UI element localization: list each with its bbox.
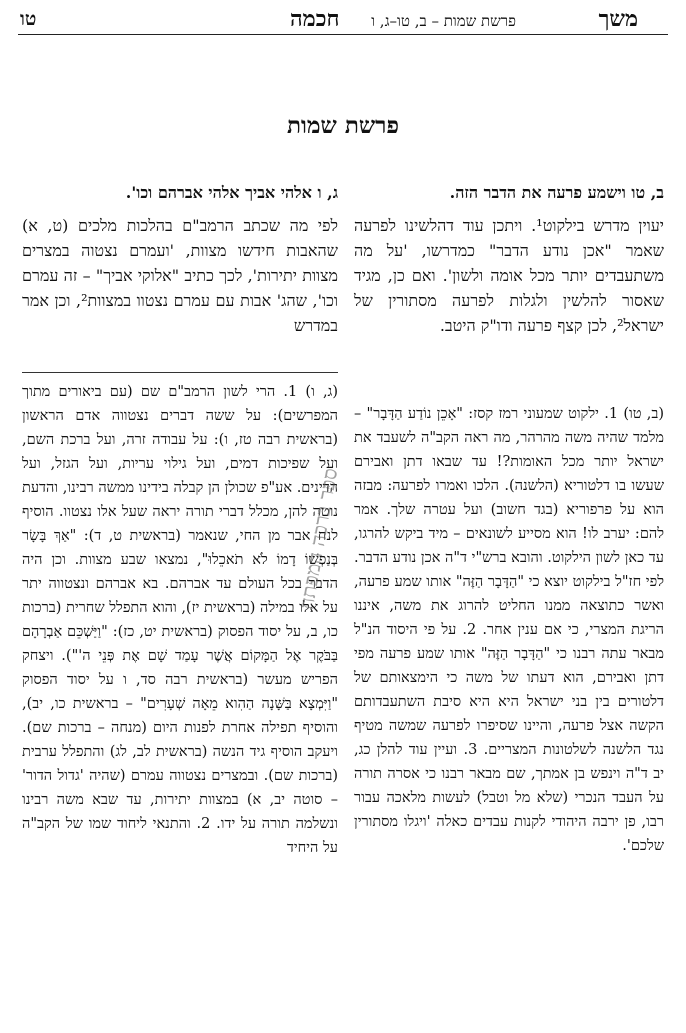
header-book-title-center: חכמה	[290, 6, 340, 32]
right-column-heading: ב, טו וישמע פרעה את הדבר הזה.	[449, 183, 664, 202]
right-column-footnotes: (ב, טו) 1. ילקוט שמעוני רמז קסז: "אָכֵן נוֹדַע הַדָּבָר" – מלמד שהיה משה מהרהר, מה ראה הקב"ה לשעבד את ישראל יותר מכל האומות?! עד שבאו דתן ואבירם שעשו בו דלטוריא (הלשנה). הלכו ואמרו לפרעה: מבזה הוא על פרפוריא (בגד חשוב) ועל עטרה שלך. אמר להם: יערב לו! הוא מסייע לשונאים – מיד ביקש להרגו, עד כאן לשון הילקוט. והובא ברש"י ד"ה אכן נודע הדבר. לפי חז"ל בילקוט יוצא כי "הַדָּבָר הַזֶּה" אותו שמע פרעה, ואשר כתוצאה ממנו החליט להרוג את משה, איננו הריגת המצרי, כי אם ענין אחר. 2. על פי היסוד הנ"ל מבאר עתה רבנו כי "הַדָּבָר הַזֶּה" אותו שמע פרעה מפי דתן ואבירם, הוא דעתו של משה כי הימצאותם של דלטורים בין בני ישראל היא היא סיבת השתעבדותם הקשה אצל פרעה, והיינו שסיפרו לפרעה שמשה מטיף נגד הלשנה לשלטונות המצריים. 3. ועיין עוד להלן כג, יב ד"ה וינפש בן אמתך, שם מבאר רבנו כי אסרה תורה על העבד הנכרי (שלא מל וטבל) לעשות מלאכה עבור רבו, פן ירבה היהודי לקנות עבדים כאלה 'ויגלו מסתורין שלכם'.	[354, 406, 665, 854]
left-column-heading: ג, ו אלהי אביך אלהי אברהם וכו'.	[125, 183, 338, 202]
left-column-body: לפי מה שכתב הרמב"ם בהלכות מלכים (ט, א) שהאבות חידשו מצוות, 'ועמרם נצטוה במצרים מצוות יתירות', לכך כתיב "אלוקי אביך" – זה עמרם וכו', שהג' אבות עם עמרם נצטוו במצוות², וכן אמר במדרש	[22, 216, 339, 335]
left-column-main	[22, 180, 338, 338]
right-column-body: יעוין מדרש בילקוט¹. ויתכן עוד דהלשינו לפרעה שאמר "אכן נודע הדבר" כמדרשו, 'על מה משתעבדים יותר מכל אומה ולשון'. ואם כן, מגיד שאסור להלשין ולגלות לפרעה מסתורין של ישראל², לכן קצף פרעה ודו"ק היטב.	[354, 216, 665, 335]
right-column-main	[354, 180, 664, 338]
left-column-separator	[22, 372, 338, 373]
section-title: פרשת שמות	[287, 112, 399, 139]
right-column-notes	[354, 402, 664, 858]
header-reference: פרשת שמות – ב, טו–ג, ו	[371, 12, 516, 30]
header-rule	[18, 34, 668, 35]
header-book-title-right: משך	[598, 6, 638, 32]
library-stamp-text: ספר ברכה המפתח	[293, 466, 343, 612]
page-number: טו	[20, 8, 37, 30]
running-header	[20, 6, 666, 30]
left-column-footnotes: (ג, ו) 1. הרי לשון הרמב"ם שם (עם ביאורים מתוך המפרשים): על ששה דברים נצטווה אדם הראשון (בראשית רבה טז, ו): על עבודה זרה, ועל ברכת השם, ועל שפיכות דמים, ועל גילוי עריות, ועל הגזל, ועל הדינים. אע"פ שכולן הן קבלה בידינו ממשה רבינו, והדעת נוטה להן, מכלל דברי תורה יראה שעל אלו נצטוו. הוסיף לנח אבר מן החי, שנאמר (בראשית ט, ד): "אַךְ בָּשָׂר בְּנַפְשׁוֹ דָמוֹ לֹא תֹאכֵלוּ", נמצאו שבע מצוות. וכן היה הדבר בכל העולם עד אברהם. בא אברהם ונצטווה יתר על אלו במילה (בראשית יז), והוא התפלל שחרית (ברכות כו, ב, על יסוד הפסוק (בראשית יט, כז): "וַיַּשְׁכֵּם אַבְרָהָם בַּבֹּקֶר אֶל הַמָּקוֹם אֲשֶׁר עָמַד שָׁם אֶת פְּנֵי ה'"). ויצחק הפריש מעשר (בראשית רבה סד, ו על יסוד הפסוק "וַיִּמְצָא בַּשָּׁנָה הַהִוא מֵאָה שְׁעָרִים" – בראשית כו, יב), והוסיף תפילה אחרת לפנות היום (מנחה – ברכות שם). ויעקב הוסיף גיד הנשה (בראשית לב, לג) והתפלל ערבית (ברכות שם). ובמצרים נצטווה עמרם (שהיה 'גדול הדור' – סוטה יב, א) במצוות יתירות, עד שבא משה רבינו ונשלמה תורה על ידו. 2. והתנאי ליחוד שמו של הקב"ה על היחיד	[22, 384, 338, 856]
library-stamp	[290, 400, 360, 680]
